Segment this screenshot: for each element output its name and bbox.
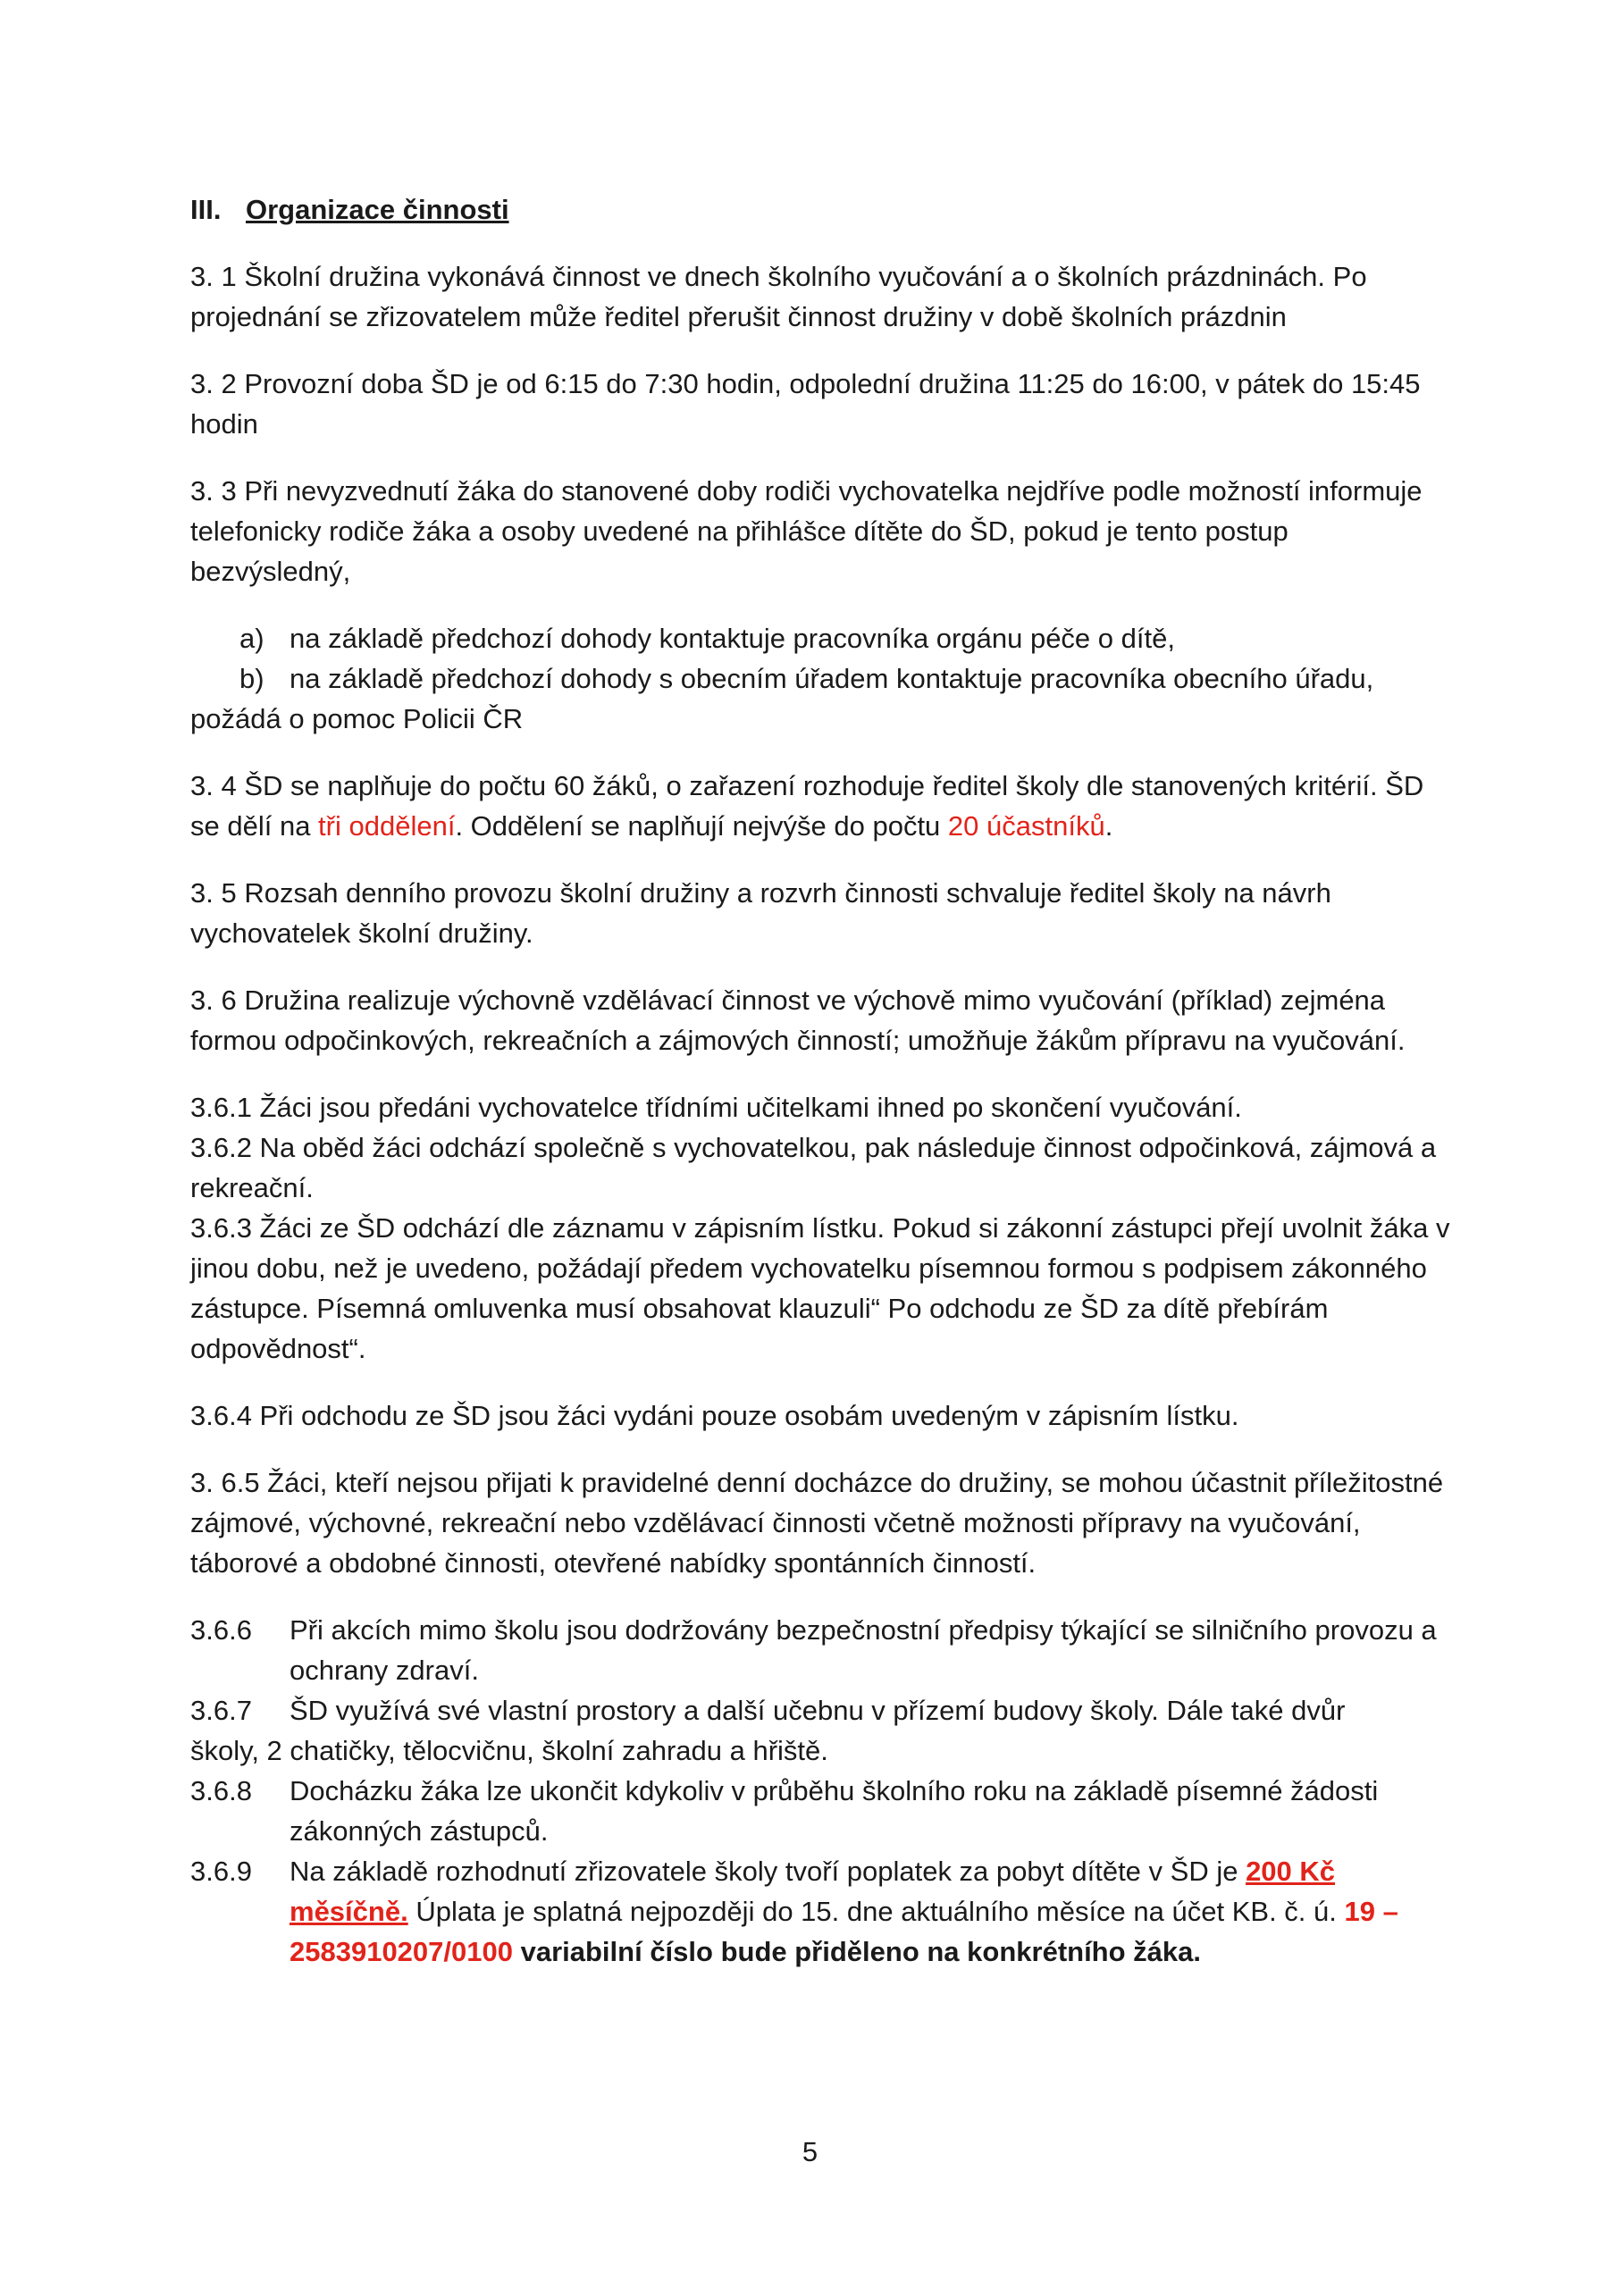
paragraph-3-6-7-continued: školy, 2 chatičky, tělocvičnu, školní zahradu a hřiště. [190,1735,828,1766]
list-item-label: b) [239,663,264,694]
paragraph-3-6-7 [190,1690,1450,1730]
paragraph-3-6-1: 3.6.1 Žáci jsou předáni vychovatelce třídními učitelkami ihned po skončení vyučování. [190,1092,1242,1123]
paragraph-3-6-8 [190,1771,1450,1851]
page-content [190,189,1450,1972]
fee-amount: 200 Kč měsíčně. [290,1856,1336,1927]
paragraph-3-4 [190,766,1450,846]
variable-symbol-note: variabilní číslo bude přiděleno na konkrétního žáka. [512,1936,1202,1967]
section-heading [190,189,1450,230]
paragraph-3-2: 3. 2 Provozní doba ŠD je od 6:15 do 7:30 hodin, odpolední družina 11:25 do 16:00, v pátek do 15:45 hodin [190,368,1421,440]
list-item [190,658,1450,699]
paragraph-text: Při akcích mimo školu jsou dodržovány bezpečnostní předpisy týkající se silničního provozu a ochrany zdraví. [290,1614,1437,1686]
paragraph-label: 3.6.9 [190,1856,252,1887]
list-item-text: na základě předchozí dohody kontaktuje pracovníka orgánu péče o dítě, [290,623,1175,654]
paragraph-label: 3.6.7 [190,1695,252,1726]
paragraph-3-1: 3. 1 Školní družina vykonává činnost ve dnech školního vyučování a o školních prázdninách. Po projednání se zřizovatelem může ředitel přerušit činnost družiny v době školních prázdnin [190,261,1367,332]
account-number: 19 – 2583910207/0100 [290,1896,1398,1967]
paragraph-3-3: 3. 3 Při nevyzvednutí žáka do stanovené doby rodiči vychovatelka nejdříve podle možností informuje telefonicky rodiče žáka a osoby uvedené na přihlášce dítěte do ŠD, pokud je tento postup bezvýsledný, [190,475,1423,587]
paragraph-3-6-3: 3.6.3 Žáci ze ŠD odchází dle záznamu v zápisním lístku. Pokud si zákonní zástupci přejí uvolnit žáka v jinou dobu, než je uvedeno, požádají předem vychovatelku písemnou formou s podpisem zákonného zástupce. Písemná omluvenka musí obsahovat klauzuli“ Po odchodu ze ŠD za dítě přebírám odpovědnost“. [190,1212,1450,1364]
paragraph-3-3-end: požádá o pomoc Policii ČR [190,703,524,734]
page-number: 5 [802,2136,818,2167]
list-item [190,618,1450,658]
list-item-label: a) [239,623,264,654]
paragraph-text [290,1851,1450,1972]
paragraph-3-4-text: . Oddělení se naplňují nejvýše do počtu [455,810,948,842]
paragraph-3-6-5: 3. 6.5 Žáci, kteří nejsou přijati k pravidelné denní docházce do družiny, se mohou účastnit příležitostné zájmové, výchovné, rekreační nebo vzdělávací činnosti včetně možnosti přípravy na vyučování, táborové a obdobné činnosti, otevřené nabídky spontánních činností. [190,1467,1444,1579]
paragraph-3-4-text: . [1104,810,1113,842]
payment-text: Úplata je splatná nejpozději do 15. dne aktuálního měsíce na účet KB. č. ú. [407,1896,1345,1927]
list-item-text: na základě předchozí dohody s obecním úřadem kontaktuje pracovníka obecního úřadu, [290,663,1374,694]
paragraph-3-6-4: 3.6.4 Při odchodu ze ŠD jsou žáci vydáni pouze osobám uvedeným v zápisním lístku. [190,1400,1239,1431]
paragraph-3-6-6 [190,1610,1450,1690]
section-number: III. [190,194,222,225]
paragraph-3-6: 3. 6 Družina realizuje výchovně vzdělávací činnost ve výchově mimo vyučování (příklad) zejména formou odpočinkových, rekreačních a zájmových činností; umožňuje žákům přípravu na vyučování. [190,985,1406,1056]
paragraph-label: 3.6.8 [190,1775,252,1806]
paragraph-text: Docházku žáka lze ukončit kdykoliv v průběhu školního roku na základě písemné žádosti zákonných zástupců. [290,1775,1379,1847]
paragraph-text: ŠD využívá své vlastní prostory a další učebnu v přízemí budovy školy. Dále také dvůr [290,1695,1346,1726]
paragraph-label: 3.6.6 [190,1614,252,1646]
paragraph-3-4-text: 3. 4 ŠD se naplňuje do počtu 60 žáků, o zařazení rozhoduje ředitel školy dle stanovených kritérií. ŠD se dělí na [190,770,1424,842]
paragraph-3-5: 3. 5 Rozsah denního provozu školní družiny a rozvrh činnosti schvaluje ředitel školy na návrh vychovatelek školní družiny. [190,877,1331,949]
contact-list [190,618,1450,699]
paragraph-3-6-2: 3.6.2 Na oběd žáci odchází společně s vychovatelkou, pak následuje činnost odpočinková, zájmová a rekreační. [190,1132,1437,1203]
highlight-departments: tři oddělení [318,810,456,842]
fee-text: Na základě rozhodnutí zřizovatele školy tvoří poplatek za pobyt dítěte v ŠD je [290,1856,1246,1887]
section-title: Organizace činnosti [246,194,509,225]
highlight-participants: 20 účastníků [947,810,1105,842]
paragraph-3-6-9 [190,1851,1450,1972]
